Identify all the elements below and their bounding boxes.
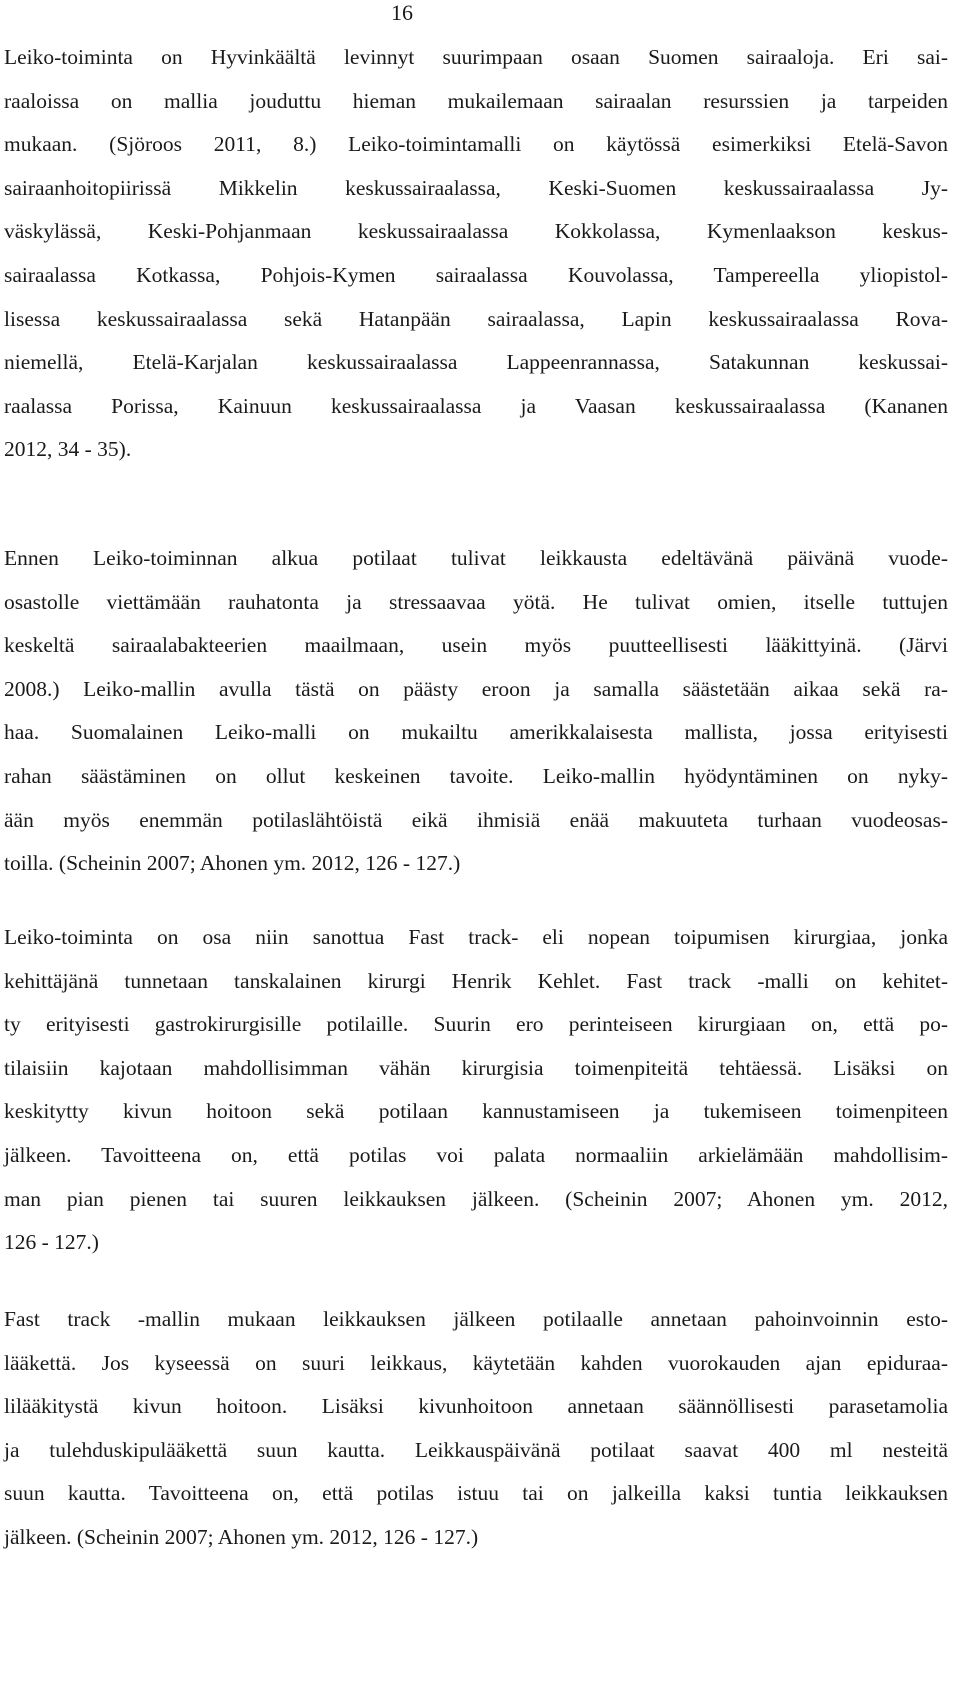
- text-line: 126 - 127.): [4, 1230, 99, 1255]
- text-line: keskitytty kivun hoitoon sekä potilaan kannustamiseen ja tukemiseen toimenpiteen: [4, 1099, 948, 1124]
- text-line: Ennen Leiko-toiminnan alkua potilaat tulivat leikkausta edeltävänä päivänä vuode-: [4, 546, 948, 570]
- text-line: lisessa keskussairaalassa sekä Hatanpään sairaalassa, Lapin keskussairaalassa Rova-: [4, 306, 948, 331]
- text-line: rahan säästäminen on ollut keskeinen tavoite. Leiko-mallin hyödyntäminen on nyky-: [4, 764, 948, 788]
- text-line: jälkeen. (Scheinin 2007; Ahonen ym. 2012, 126 - 127.): [4, 1525, 479, 1549]
- text-line: osastolle viettämään rauhatonta ja stressaavaa yötä. He tulivat omien, itselle tuttujen: [4, 589, 948, 614]
- text-line: Fast track -mallin mukaan leikkauksen jälkeen potilaalle annetaan pahoinvoinnin esto-: [4, 1307, 948, 1331]
- text-line: kehittäjänä tunnetaan tanskalainen kirurgi Henrik Kehlet. Fast track -malli on kehitet-: [4, 968, 948, 993]
- text-line: Leiko-toiminta on osa niin sanottua Fast track- eli nopean toipumisen kirurgiaa, jonka: [4, 925, 948, 949]
- page-number: 16: [391, 0, 413, 25]
- text-line: mukaan. (Sjöroos 2011, 8.) Leiko-toimintamalli on käytössä esimerkiksi Etelä-Savon: [4, 132, 948, 157]
- text-line: ja tulehduskipulääkettä suun kautta. Leikkauspäivänä potilaat saavat 400 ml nesteitä: [4, 1437, 948, 1462]
- text-line: sairaalassa Kotkassa, Pohjois-Kymen sairaalassa Kouvolassa, Tampereella yliopistol-: [4, 263, 948, 287]
- text-line: jälkeen. Tavoitteena on, että potilas voi palata normaaliin arkielämään mahdollisim-: [4, 1143, 948, 1167]
- text-line: keskeltä sairaalabakteerien maailmaan, usein myös puutteellisesti lääkittyinä. (Järvi: [4, 633, 948, 658]
- text-line: ään myös enemmän potilaslähtöistä eikä ihmisiä enää makuuteta turhaan vuodeosas-: [4, 807, 948, 832]
- text-line: väskylässä, Keski-Pohjanmaan keskussairaalassa Kokkolassa, Kymenlaakson keskus-: [4, 219, 948, 244]
- text-line: 2008.) Leiko-mallin avulla tästä on päästy eroon ja samalla säästetään aikaa sekä ra-: [4, 676, 948, 701]
- text-line: Leiko-toiminta on Hyvinkäältä levinnyt suurimpaan osaan Suomen sairaaloja. Eri sai-: [4, 45, 948, 69]
- text-line: lääkettä. Jos kyseessä on suuri leikkaus, käytetään kahden vuorokauden ajan epiduraa-: [4, 1350, 948, 1375]
- text-line: 2012, 34 - 35).: [4, 437, 132, 462]
- text-line: man pian pienen tai suuren leikkauksen jälkeen. (Scheinin 2007; Ahonen ym. 2012,: [4, 1186, 948, 1211]
- text-line: raalassa Porissa, Kainuun keskussairaalassa ja Vaasan keskussairaalassa (Kananen: [4, 393, 948, 418]
- text-line: raaloissa on mallia jouduttu hieman mukailemaan sairaalan resurssien ja tarpeiden: [4, 88, 948, 113]
- text-line: niemellä, Etelä-Karjalan keskussairaalassa Lappeenrannassa, Satakunnan keskussai-: [4, 350, 948, 375]
- text-line: ty erityisesti gastrokirurgisille potilaille. Suurin ero perinteiseen kirurgiaan on, että po-: [4, 1012, 948, 1037]
- text-line: suun kautta. Tavoitteena on, että potilas istuu tai on jalkeilla kaksi tuntia leikkauksen: [4, 1481, 948, 1506]
- text-line: sairaanhoitopiirissä Mikkelin keskussairaalassa, Keski-Suomen keskussairaalassa Jy-: [4, 175, 948, 200]
- text-line: haa. Suomalainen Leiko-malli on mukailtu amerikkalaisesta mallista, jossa erityisesti: [4, 720, 948, 745]
- text-line: tilaisiin kajotaan mahdollisimman vähän kirurgisia toimenpiteitä tehtäessä. Lisäksi on: [4, 1055, 948, 1080]
- text-line: toilla. (Scheinin 2007; Ahonen ym. 2012, 126 - 127.): [4, 851, 461, 876]
- text-line: lilääkitystä kivun hoitoon. Lisäksi kivunhoitoon annetaan säännöllisesti parasetamolia: [4, 1394, 948, 1419]
